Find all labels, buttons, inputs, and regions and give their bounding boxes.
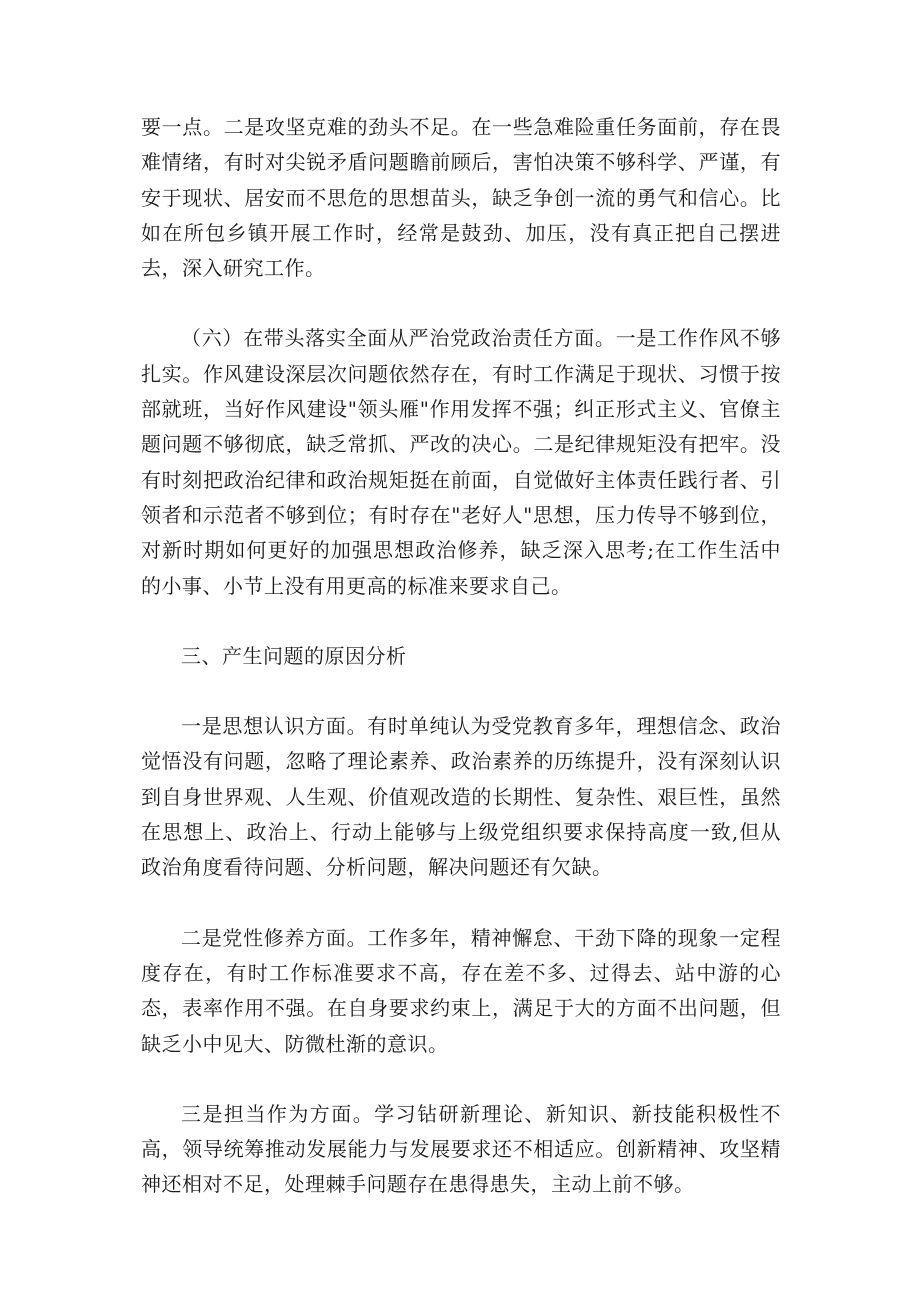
document-page [141,110,781,1203]
paragraph-continuation: 要一点。二是攻坚克难的劲头不足。在一些急难险重任务面前，存在畏难情绪，有时对尖锐矛盾问题瞻前顾后，害怕决策不够科学、严谨，有安于现状、居安而不思危的思想苗头，缺乏争创一流的勇气和信心。比如在所包乡镇开展工作时，经常是鼓劲、加压，没有真正把自己摆进去，深入研究工作。 [141,115,781,281]
paragraph-responsibility: 三是担当作为方面。学习钻研新理论、新知识、新技能积极性不高，领导统筹推动发展能力与发展要求还不相适应。创新精神、攻坚精神还相对不足，处理棘手问题存在患得患失，主动上前不够。 [141,1101,781,1197]
paragraph-gap [141,1062,781,1097]
paragraph-ideological-understanding: 一是思想认识方面。有时单纯认为受党教育多年，理想信念、政治觉悟没有问题，忽略了理论素养、政治素养的历练提升，没有深刻认识到自身世界观、人生观、价值观改造的长期性、复杂性、艰巨性，虽然在思想上、政治上、行动上能够与上级党组织要求保持高度一致,但从政治角度看待问题、分析问题，解决问题还有欠缺。 [141,714,781,880]
paragraph-gap [141,286,781,321]
paragraph-party-spirit: 二是党性修养方面。工作多年，精神懈怠、干劲下降的现象一定程度存在，有时工作标准要求不高，存在差不多、过得去、站中游的心态，表率作用不强。在自身要求约束上，满足于大的方面不出问题，但缺乏小中见大、防微杜渐的意识。 [141,925,781,1056]
paragraph-gap [141,886,781,921]
paragraph-gap [141,604,781,639]
paragraph-gap [141,674,781,709]
section-heading: 三、产生问题的原因分析 [181,643,407,668]
paragraph-party-discipline: （六）在带头落实全面从严治党政治责任方面。一是工作作风不够扎实。作风建设深层次问题依然存在，有时工作满足于现状、习惯于按部就班，当好作风建设"领头雁"作用发挥不强；纠正形式主义、官僚主题问题不够彻底，缺乏常抓、严改的决心。二是纪律规矩没有把牢。没有时刻把政治纪律和政治规矩挺在前面，自觉做好主体责任践行者、引领者和示范者不够到位；有时存在"老好人"思想，压力传导不够到位，对新时期如何更好的加强思想政治修养，缺乏深入思考;在工作生活中的小事、小节上没有用更高的标准来要求自己。 [141,326,781,598]
